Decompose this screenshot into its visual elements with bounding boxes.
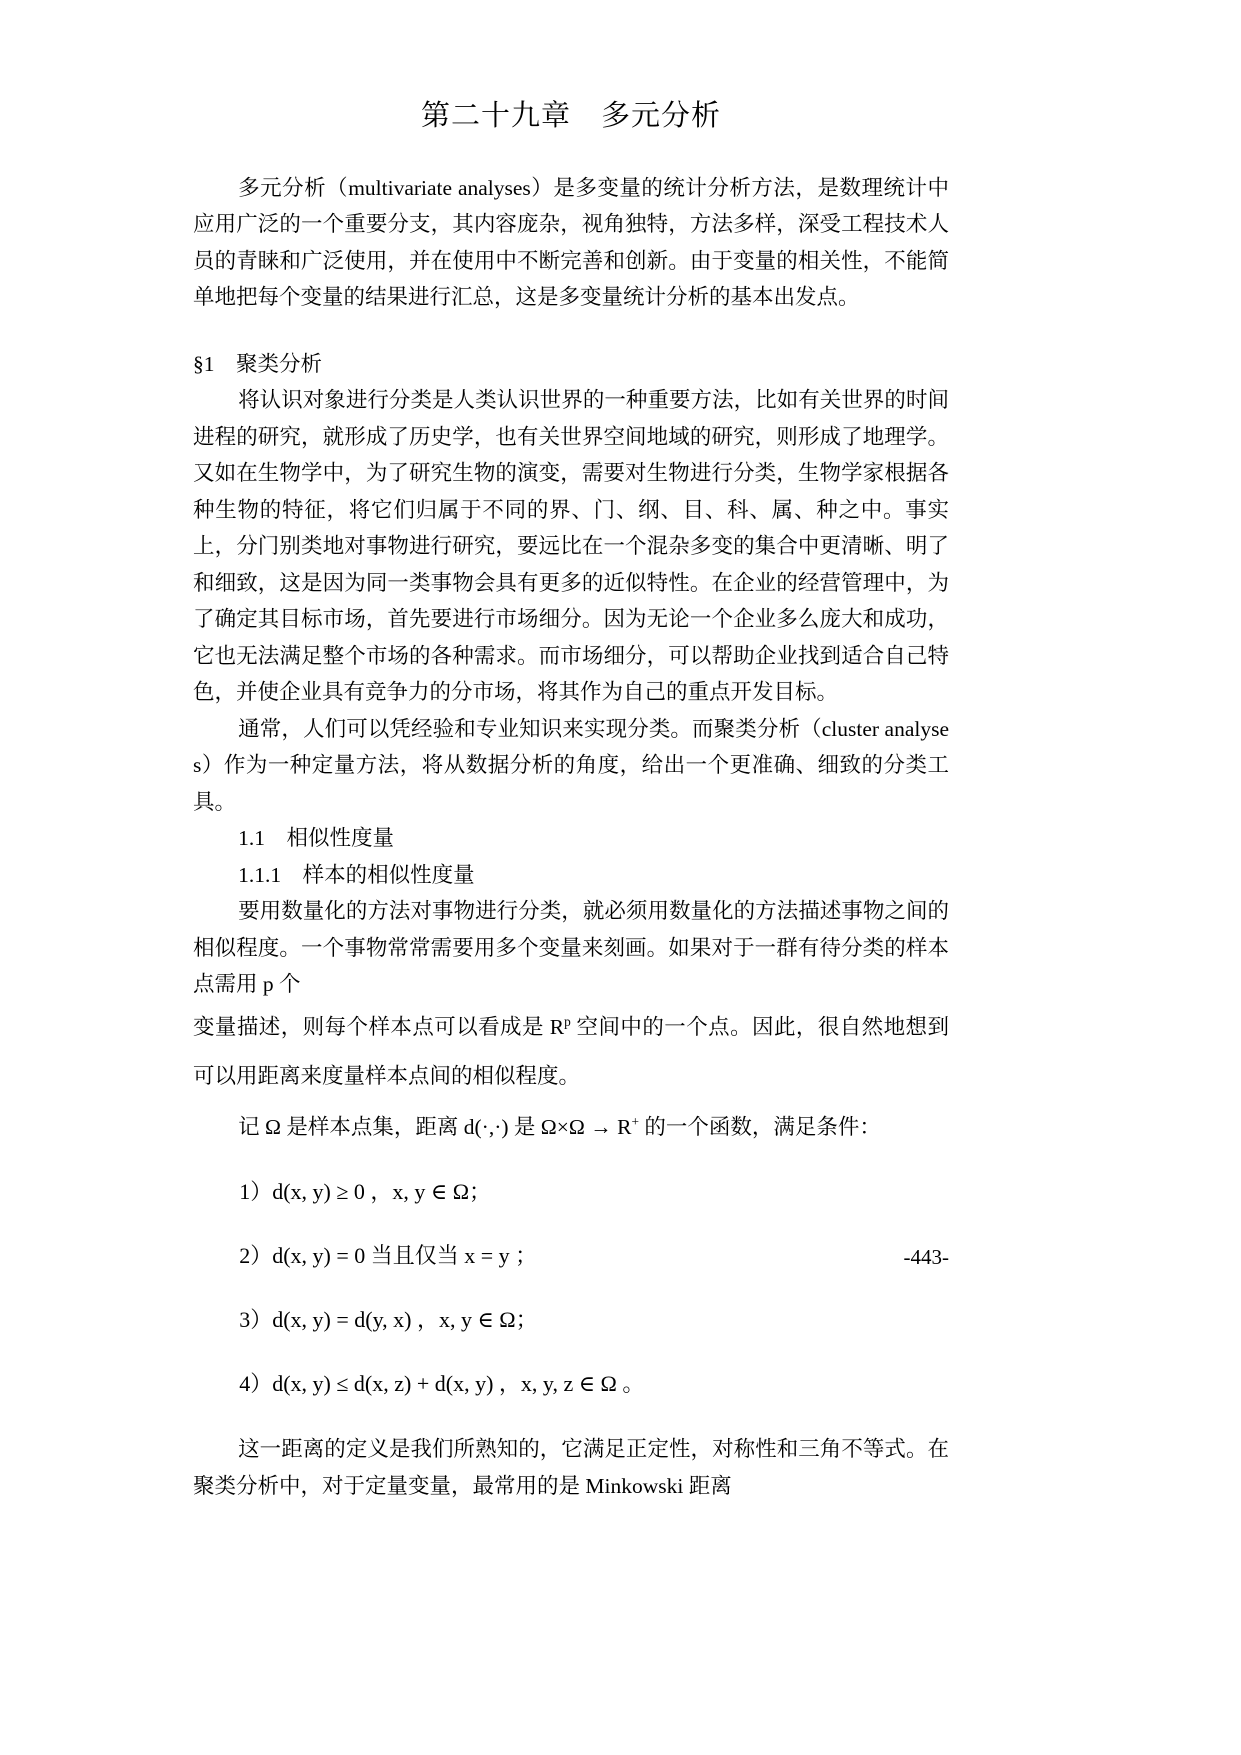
rp-space-text-pre: 变量描述，则每个样本点可以看成是 R — [193, 1014, 565, 1039]
axiom-item-3: 3）d(x, y) = d(y, x) ，x, y ∈ Ω； — [239, 1307, 538, 1333]
subsection-heading-1-1: 1.1 相似性度量 — [238, 826, 395, 851]
spacer — [193, 1101, 949, 1109]
distance-definition-pre: 记 Ω 是样本点集，距离 d(·,·) 是 Ω×Ω → R — [238, 1114, 632, 1139]
page-content — [193, 98, 949, 1504]
axiom-list — [193, 1175, 949, 1401]
distance-definition-line — [193, 1109, 949, 1146]
rp-superscript: p — [564, 1013, 571, 1029]
axiom-item-1: 1）d(x, y) ≥ 0 ，x, y ∈ Ω； — [239, 1179, 492, 1205]
spacer — [193, 1337, 949, 1367]
page-number: -443- — [903, 1245, 949, 1269]
spacer — [193, 1209, 949, 1239]
axiom-item-2: 2）d(x, y) = 0 当且仅当 x = y ； — [239, 1243, 538, 1269]
rp-space-text-post: 空间中的一个点。因此，很自然地想到可以用距离来度量样本点间的相似程度。 — [193, 1014, 949, 1088]
section-heading-1: §1 聚类分析 — [193, 351, 323, 376]
intro-paragraph: 多元分析（multivariate analyses）是多变量的统计分析方法，是数理统计中应用广泛的一个重要分支，其内容庞杂，视角独特，方法多样，深受工程技术人员的青睐和广泛使用，并在使用中不断完善和创新。由于变量的相关性，不能简单地把每个变量的结果进行汇总，这是多变量统计分析的基本出发点。 — [193, 175, 949, 310]
distance-definition-post: 的一个函数，满足条件： — [638, 1114, 881, 1139]
similarity-paragraph-part1: 要用数量化的方法对事物进行分类，就必须用数量化的方法描述事物之间的相似程度。一个事物常常需要用多个变量来刻画。如果对于一群有待分类的样本点需用 p 个 — [193, 899, 949, 997]
r-plus-superscript: + — [631, 1113, 639, 1129]
chapter-title: 第二十九章 多元分析 — [420, 100, 721, 132]
section1-paragraph-2: 通常，人们可以凭经验和专业知识来实现分类。而聚类分析（cluster analyses）作为一种定量方法，将从数据分析的角度，给出一个更准确、细致的分类工具。 — [193, 716, 949, 814]
section1-paragraph-1: 将认识对象进行分类是人类认识世界的一种重要方法，比如有关世界的时间进程的研究，就形成了历史学，也有关世界空间地域的研究，则形成了地理学。又如在生物学中，为了研究生物的演变，需要对生物进行分类，生物学家根据各种生物的特征，将它们归属于不同的界、门、纲、目、科、属、种之中。事实上，分门别类地对事物进行研究，要远比在一个混杂多变的集合中更清晰、明了和细致，这是因为同一类事物会具有更多的近似特性。在企业的经营管理中，为了确定其目标市场，首先要进行市场细分。因为无论一个企业多么庞大和成功，它也无法满足整个市场的各种需求。而市场细分，可以帮助企业找到适合自己特色，并使企业具有竞争力的分市场，将其作为自己的重点开发目标。 — [193, 388, 949, 705]
closing-paragraph: 这一距离的定义是我们所熟知的，它满足正定性，对称性和三角不等式。在聚类分析中，对于定量变量，最常用的是 Minkowski 距离 — [193, 1437, 949, 1498]
axiom-item-4: 4）d(x, y) ≤ d(x, z) + d(x, y) ，x, y, z ∈ Ω 。 — [239, 1371, 645, 1397]
subsection-heading-1-1-1: 1.1.1 样本的相似性度量 — [238, 862, 475, 887]
spacer — [193, 316, 949, 346]
similarity-paragraph-part2 — [193, 1003, 949, 1101]
spacer — [193, 1273, 949, 1303]
spacer — [193, 1401, 949, 1431]
